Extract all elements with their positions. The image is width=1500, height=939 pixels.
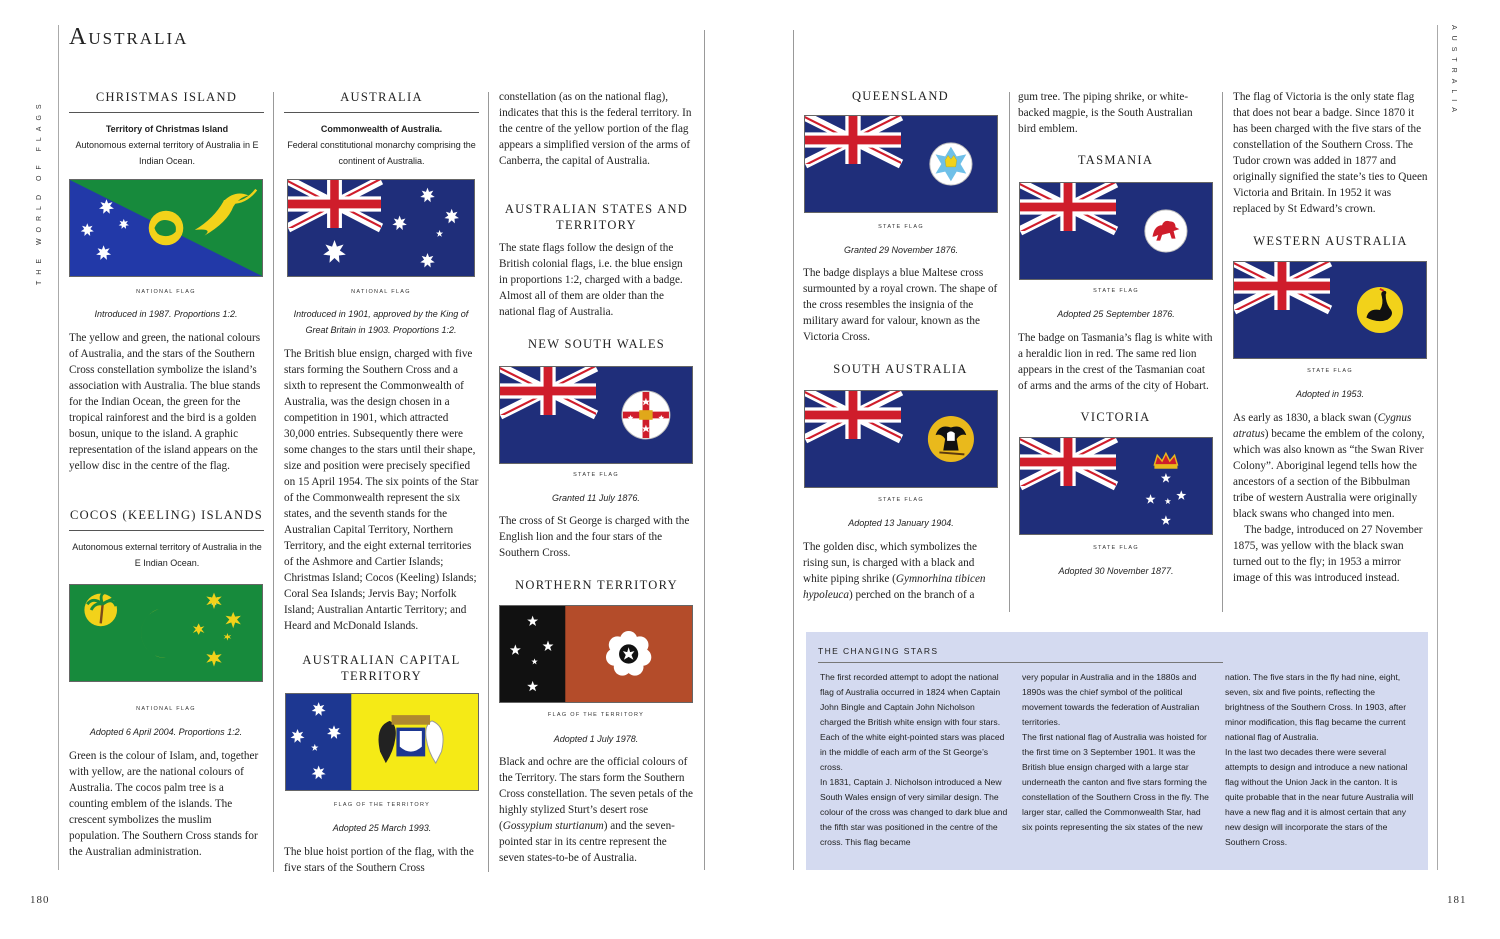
act-text: The blue hoist portion of the flag, with the five stars of the Southern Cross [284,846,474,874]
sa-flag-caption: STATE FLAG [878,497,924,503]
page-number-left: 180 [30,894,50,906]
box-heading-rule [818,662,1223,663]
column-rule [793,30,794,870]
australia-national-flag [288,180,474,276]
northern-territory-flag [500,606,692,702]
queensland-text: The badge displays a blue Maltese cross surmounted by a royal crown. The shape of the cross resembles the insignia of the military award for valour, known as the Victoria Cross. [803,267,998,343]
victoria-adopted: Adopted 30 November 1877. [1058,566,1174,576]
nt-flag-caption: FLAG OF THE TERRITORY [547,712,645,718]
nt-text: Black and ochre are the official colours of the Territory. The stars form the Southern Cross constellation. The seven petals of the highly stylized Sturt’s desert rose (Gossypium sturtianum) and the seven-pointed star in its centre represent the seven states-to-be of Australia. [499,756,693,864]
act-adopted: Adopted 25 March 1993. [332,823,432,833]
christmas-text: The yellow and green, the national colours of Australia, and the stars of the Southern Cross constellation symbolize the island’s association with Australia. The blue stands for the Indian Ocean, the green for the tropical rainforest and the bird is a golden bosun, unique to the island. A graphic representation of the island appears on the yellow disc in the centre of the flag. [69,332,261,472]
australia-adopted: Introduced in 1901, approved by the King of Great Britain in 1903. Proportions 1:2. [293,309,469,335]
act-flag-caption: FLAG OF THE TERRITORY [333,802,431,808]
nsw-heading: NEW SOUTH WALES [527,337,666,351]
running-head-left: THE WORLD OF FLAGS [36,98,43,285]
column-rule [488,92,489,872]
australia-flag-caption: NATIONAL FLAG [351,289,411,295]
queensland-adopted: Granted 29 November 1876. [843,245,959,255]
wa-text: As early as 1830, a black swan (Cygnus atratus) became the emblem of the colony, which was also known as “the Swan River Colony”. Aboriginal legend tells how the ancestors of a section of the Bibbulman tribe of western Australia were originally black swans who changed into men. The badge, introduced on 27 November 1875, was yellow with the black swan turned out to the fly; in 1953 a mirror image of this was introduced instead. [1233,412,1425,584]
cocos-islands-flag [70,585,262,681]
sa-adopted: Adopted 13 January 1904. [848,518,954,528]
tasmania-heading: TASMANIA [1077,153,1154,167]
victoria-flag-caption: STATE FLAG [1093,545,1139,551]
column-rule [1222,92,1223,612]
christmas-flag-caption: NATIONAL FLAG [136,289,196,295]
act-heading: AUSTRALIAN CAPITAL TERRITORY [302,653,461,683]
queensland-flag-caption: STATE FLAG [878,224,924,230]
queensland-heading: QUEENSLAND [851,89,950,103]
states-text: The state flags follow the design of the British colonial flags, i.e. the blue ensign in proportions 1:2, charged with a badge. Almost all of them are older than the national flag of Australia. [499,242,683,318]
australia-official-name: Commonwealth of Australia. [320,124,443,134]
nt-adopted: Adopted 1 July 1978. [553,734,639,744]
australia-text: The British blue ensign, charged with five stars forming the Southern Cross and a sixth to represent the Commonwealth of Australia, was the design chosen in a competition in 1901, which attracted 30,000 entries. Subsequently there were some changes to the stars until their shape, size and position were precisely specified on 15 April 1954. The six points of the Star of the Commonwealth represent the six states, and the seventh stands for the Australian Capital Territory, Northern Territory, and the eight external territories of the Ashmore and Cartier Islands; Christmas Island; Cocos (Keeling) Islands; Coral Sea Islands; Jervis Bay; Norfolk Island; Australian Antartic Territory; and Heard and McDonald Islands. [284,348,479,632]
changing-stars-heading: THE CHANGING STARS [818,646,939,656]
wa-adopted: Adopted in 1953. [1295,389,1365,399]
tasmania-flag-caption: STATE FLAG [1093,288,1139,294]
act-text-continued: constellation (as on the national flag), indicates that this is the federal territory. In the centre of the yellow portion of the flag appears a simplified version of the arms of Canberra, the capital of Australia. [499,91,692,167]
south-australia-flag [805,391,997,487]
western-australia-flag [1234,262,1426,358]
sa-text: The golden disc, which symbolizes the rising sun, is charged with a black and white piping shrike (Gymnorhina tibicen hypoleuca) perched on the branch of a [803,541,986,601]
act-flag [286,694,478,790]
nt-heading: NORTHERN TERRITORY [515,578,678,592]
column-rule [1009,92,1010,612]
cocos-heading: COCOS (KEELING) ISLANDS [69,508,264,522]
christmas-description: Autonomous external territory of Australia in E Indian Ocean. [75,140,259,166]
changing-stars-box [806,632,1428,870]
tasmania-text: The badge on Tasmania’s flag is white with a heraldic lion in red. The same red lion appears in the crest of the Tasmanian coat of arms and the arms of the city of Hobart. [1018,332,1213,392]
states-heading: AUSTRALIAN STATES AND TERRITORY [504,202,689,232]
australia-description: Federal constitutional monarchy comprising the continent of Australia. [287,140,476,166]
changing-stars-col3: nation. The five stars in the fly had nine, eight, seven, six and five points, reflecting the brightness of the Southern Cross. In 1903, after minor modification, this flag became the current national flag of Australia. In the last two decades there were several attempts to design and introduce a new national flag without the Union Jack in the canton. It is quite probable that in the near future Australia will have a new flag and it is almost certain that any new design will incorporate the stars of the Southern Cross. [1225,672,1414,847]
column-rule [273,92,274,872]
queensland-flag [805,116,997,212]
cocos-adopted: Adopted 6 April 2004. Proportions 1:2. [89,727,243,737]
changing-stars-col2: very popular in Australia and in the 1880s and 1890s was the chief symbol of the political movement towards the federation of Australian territories. The first national flag of Australia was hoisted for the first time on 3 September 1901. It was the British blue ensign charged with a large star underneath the canton and five stars forming the constellation of the Southern Cross in the fly. The larger star, called the Commonwealth Star, had six points representing the six states of the new [1022,672,1209,832]
sa-heading: SOUTH AUSTRALIA [833,362,968,376]
victoria-text: The flag of Victoria is the only state flag that does not bear a badge. Since 1870 it has been charged with the five stars of the constellation of the Southern Cross. The Tudor crown was added in 1877 and originally signified the state’s ties to Queen Victoria and Britain. In 1952 it was replaced by St Edward’s crown. [1233,91,1428,215]
running-head-right: AUSTRALIA [1450,25,1457,118]
heading-rule [284,112,479,113]
christmas-official-name: Territory of Christmas Island [105,124,229,134]
changing-stars-col1: The first recorded attempt to adopt the national flag of Australia occurred in 1824 when Captain John Bingle and Captain John Nicholson charged the British white ensign with four stars. Each of the white eight-pointed stars was placed in the middle of each arm of the St George’s cross. In 1831, Captain J. Nicholson introduced a New South Wales ensign of very similar design. The colour of the cross was changed to dark blue and the fifth star was positioned in the centre of the cross. This flag became [820,672,1008,847]
tasmania-adopted: Adopted 25 September 1876. [1057,309,1175,319]
page-title: Australia [69,24,189,50]
victoria-heading: VICTORIA [1080,410,1151,424]
cocos-flag-caption: NATIONAL FLAG [136,706,196,712]
nsw-flag-caption: STATE FLAG [573,472,619,478]
heading-rule [69,112,264,113]
cocos-text: Green is the colour of Islam, and, together with yellow, are the national colours of Australia. The cocos palm tree is a counting emblem of the islands. The crescent symbolizes the muslim population. The Southern Cross stands for the Australian administration. [69,750,259,858]
heading-rule [69,530,264,531]
wa-heading: WESTERN AUSTRALIA [1253,234,1408,248]
margin-rule-right [1437,25,1438,870]
nsw-adopted: Granted 11 July 1876. [552,493,640,503]
victoria-flag [1020,438,1212,534]
margin-rule-left [58,25,59,870]
column-rule [704,30,705,870]
nsw-text: The cross of St George is charged with the English lion and the four stars of the Southern Cross. [499,515,690,559]
christmas-adopted: Introduced in 1987. Proportions 1:2. [94,309,238,319]
christmas-island-flag [70,180,262,276]
sa-text-continued: gum tree. The piping shrike, or white-backed magpie, is the South Australian bird emblem. [1018,91,1193,135]
tasmania-flag [1020,183,1212,279]
page-number-right: 181 [1447,894,1467,906]
cocos-description: Autonomous external territory of Australia in the E Indian Ocean. [72,542,262,568]
christmas-heading: CHRISTMAS ISLAND [95,90,238,104]
nsw-flag [500,367,692,463]
australia-heading: AUSTRALIA [340,90,423,104]
wa-flag-caption: STATE FLAG [1307,368,1353,374]
